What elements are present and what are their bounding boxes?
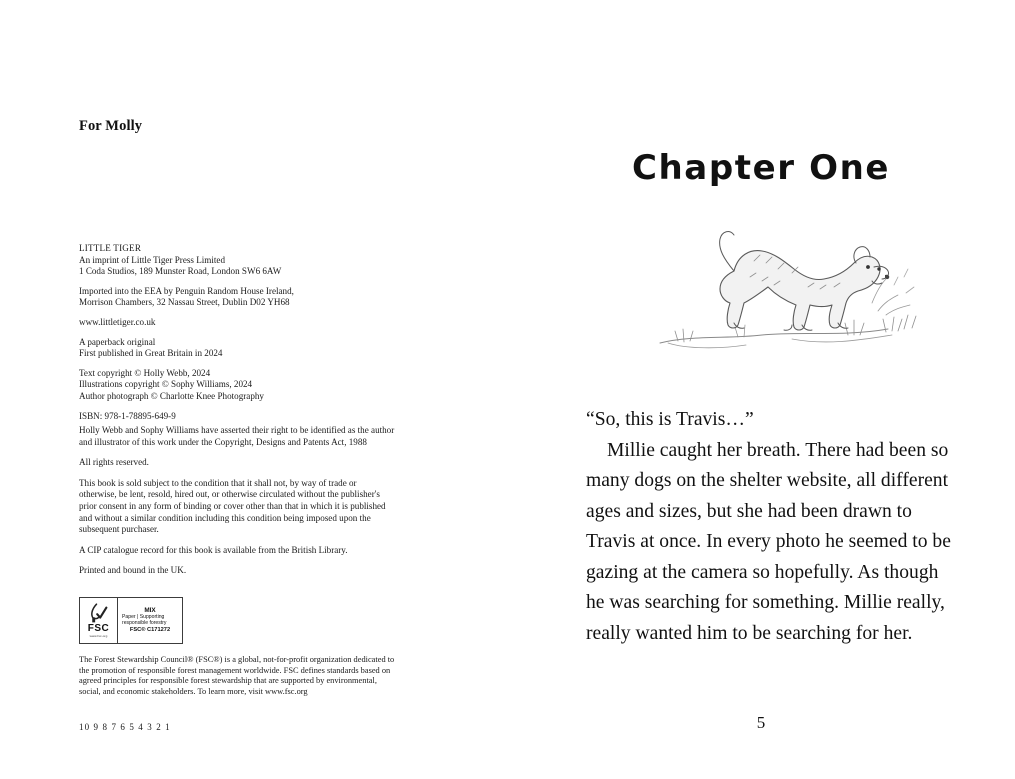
author-photo-copyright: Author photograph © Charlotte Knee Photography (79, 390, 264, 401)
page-number: 5 (756, 713, 766, 732)
chapter-body-text (586, 405, 958, 649)
isbn-line: ISBN: 978-1-78895-649-9 (79, 410, 176, 421)
text-copyright: Text copyright © Holly Webb, 2024 (79, 367, 211, 378)
dedication-text: For Molly (79, 118, 143, 134)
imprint-line: An imprint of Little Tiger Press Limited (79, 254, 226, 265)
fsc-licence-code: FSC® C171272 (129, 627, 171, 634)
chapter-title: Chapter One (631, 148, 891, 188)
fsc-url: www.fsc.org (89, 634, 108, 638)
illustration-copyright: Illustrations copyright © Sophy Williams, 2024 (79, 379, 253, 390)
moral-rights-assertion: Holly Webb and Sophy Williams have asserted their right to be identified as the author and illustrator of this work under the Copyright, Designs and Patents Act, 1988 (79, 425, 395, 447)
fsc-acronym: FSC (87, 623, 110, 634)
first-published-note: First published in Great Britain in 2024 (79, 348, 223, 359)
fsc-logo (79, 597, 183, 644)
cip-record: A CIP catalogue record for this book is available from the British Library. (79, 544, 348, 555)
chapter-one-page (507, 0, 1015, 779)
fsc-mix-label: MIX (144, 606, 156, 614)
fsc-claim-area (118, 598, 182, 643)
publisher-name: LITTLE TIGER (79, 243, 142, 253)
paragraph-narrative: Millie caught her breath. There had been so many dogs on the shelter website, all different ages and sizes, but she had been drawn to Travis at once. In every photo he seemed to be gazing at the camera so hopefully. As though he was searching for something. Millie really, really wanted him to be searching for her. (586, 439, 951, 644)
printed-and-bound: Printed and bound in the UK. (79, 565, 187, 576)
running-dog-illustration (642, 215, 932, 375)
paragraph-dialogue: “So, this is Travis…” (586, 409, 754, 430)
publisher-address: 1 Coda Studios, 189 Munster Road, London SW6 6AW (79, 266, 282, 277)
edition-note: A paperback original (79, 336, 156, 347)
eea-importer-line-2: Morrison Chambers, 32 Nassau Street, Dublin D02 YH68 (79, 297, 290, 308)
fsc-mark-area (80, 598, 118, 643)
fsc-description: Paper | Supporting responsible forestry (122, 614, 167, 627)
tree-checkmark-icon (90, 603, 108, 623)
publisher-website: www.littletiger.co.uk (79, 316, 156, 327)
eea-importer-line-1: Imported into the EEA by Penguin Random House Ireland, (79, 285, 294, 296)
sale-condition: This book is sold subject to the condition that it shall not, by way of trade or otherwise, be lent, resold, hired out, or otherwise circulated without the publisher's prior consent in any form of binding or cover other than that in which it is published and without a similar condition including this condition being imposed upon the subsequent purchaser. (79, 477, 386, 535)
imprint-block (79, 243, 409, 430)
print-number-line: 10 9 8 7 6 5 4 3 2 1 (79, 722, 171, 732)
copyright-page (0, 0, 507, 779)
all-rights-reserved: All rights reserved. (79, 457, 149, 468)
legal-block (79, 425, 395, 586)
fsc-statement: The Forest Stewardship Council® (FSC®) is a global, not-for-profit organization dedicated to the promotion of responsible forest management worldwide. FSC defines standards based on agreed principles for responsible forest stewardship that are supported by environmental, social, and economic stakeholders. To learn more, visit www.fsc.org (79, 655, 395, 696)
